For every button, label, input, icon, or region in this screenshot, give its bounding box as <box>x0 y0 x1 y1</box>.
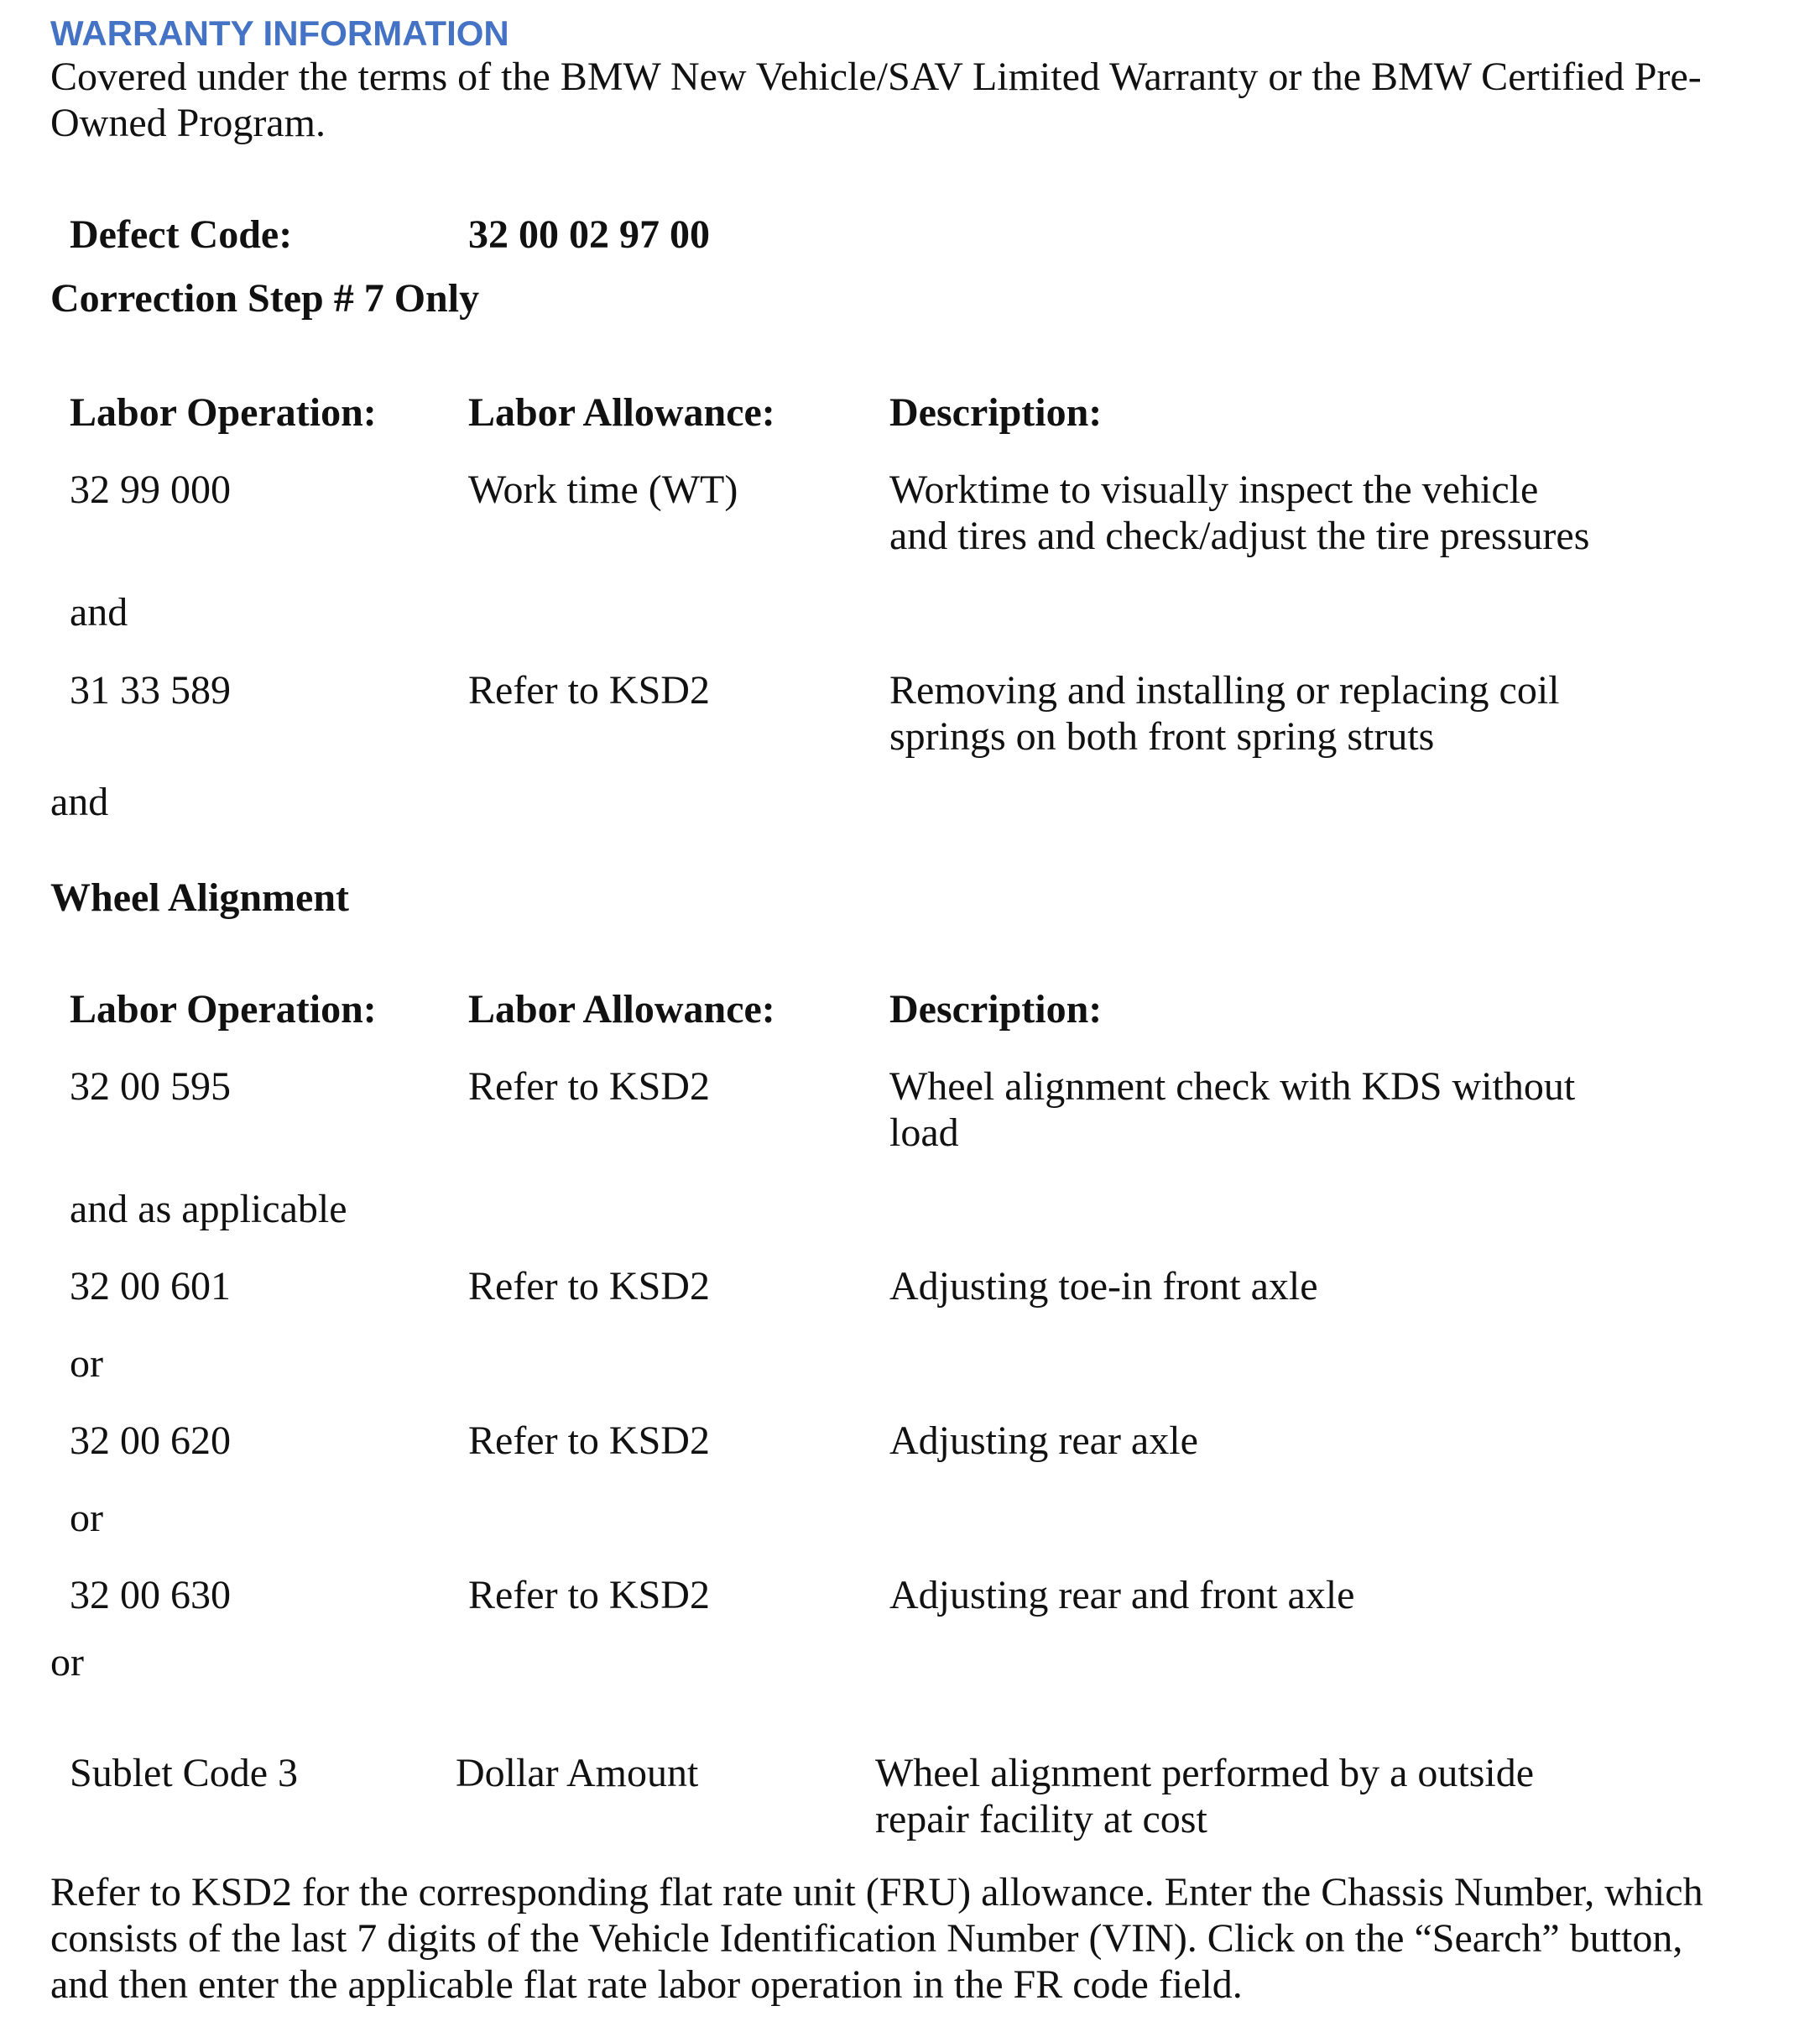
description-line-1: Worktime to visually inspect the vehicle <box>889 468 1539 512</box>
sublet-code: Sublet Code 3 <box>70 1751 298 1795</box>
footer-line-1: Refer to KSD2 for the corresponding flat rate unit (FRU) allowance. Enter the Chassis Number, which <box>50 1870 1703 1914</box>
labor-allowance: Refer to KSD2 <box>468 1418 710 1463</box>
table2-header-description: Description: <box>889 987 1103 1032</box>
wheel-alignment-title: Wheel Alignment <box>50 875 349 920</box>
connector-text: or <box>50 1640 84 1685</box>
table1-header-description: Description: <box>889 390 1103 435</box>
sublet-description-line-2: repair facility at cost <box>875 1797 1207 1841</box>
description-line-2: load <box>889 1110 959 1155</box>
labor-allowance: Refer to KSD2 <box>468 668 710 713</box>
defect-code-label: Defect Code: <box>70 212 293 257</box>
description-line-1: Adjusting toe-in front axle <box>889 1264 1318 1309</box>
labor-operation-code: 32 00 601 <box>70 1264 231 1309</box>
correction-step: Correction Step # 7 Only <box>50 276 480 321</box>
defect-code-value: 32 00 02 97 00 <box>468 212 710 257</box>
section-heading: WARRANTY INFORMATION <box>50 13 509 53</box>
table1-header-allowance: Labor Allowance: <box>468 390 775 435</box>
connector-text: or <box>70 1341 103 1386</box>
connector-text: and as applicable <box>70 1187 347 1231</box>
footer-line-2: consists of the last 7 digits of the Vehicle Identification Number (VIN). Click on the “Search” button, <box>50 1916 1683 1961</box>
labor-allowance: Refer to KSD2 <box>468 1264 710 1309</box>
intro-line-1: Covered under the terms of the BMW New Vehicle/SAV Limited Warranty or the BMW Certified Pre- <box>50 55 1702 99</box>
description-line-2: springs on both front spring struts <box>889 714 1435 759</box>
sublet-description-line-1: Wheel alignment performed by a outside <box>875 1751 1535 1795</box>
labor-allowance: Refer to KSD2 <box>468 1064 710 1109</box>
sublet-allowance: Dollar Amount <box>456 1751 699 1795</box>
connector-text: and <box>50 780 109 824</box>
table1-header-operation: Labor Operation: <box>70 390 377 435</box>
labor-operation-code: 32 99 000 <box>70 468 231 512</box>
description-line-2: and tires and check/adjust the tire pressures <box>889 514 1590 558</box>
connector-text: or <box>70 1496 103 1540</box>
labor-operation-code: 32 00 595 <box>70 1064 231 1109</box>
footer-line-3: and then enter the applicable flat rate labor operation in the FR code field. <box>50 1962 1243 2007</box>
description-line-1: Adjusting rear and front axle <box>889 1573 1355 1617</box>
labor-operation-code: 32 00 630 <box>70 1573 231 1617</box>
table2-header-allowance: Labor Allowance: <box>468 987 775 1032</box>
table2-header-operation: Labor Operation: <box>70 987 377 1032</box>
labor-allowance: Refer to KSD2 <box>468 1573 710 1617</box>
description-line-1: Wheel alignment check with KDS without <box>889 1064 1576 1109</box>
labor-operation-code: 31 33 589 <box>70 668 231 713</box>
description-line-1: Adjusting rear axle <box>889 1418 1198 1463</box>
description-line-1: Removing and installing or replacing coil <box>889 668 1560 713</box>
labor-allowance: Work time (WT) <box>468 468 738 512</box>
labor-operation-code: 32 00 620 <box>70 1418 231 1463</box>
intro-line-2: Owned Program. <box>50 101 326 145</box>
connector-text: and <box>70 590 128 635</box>
